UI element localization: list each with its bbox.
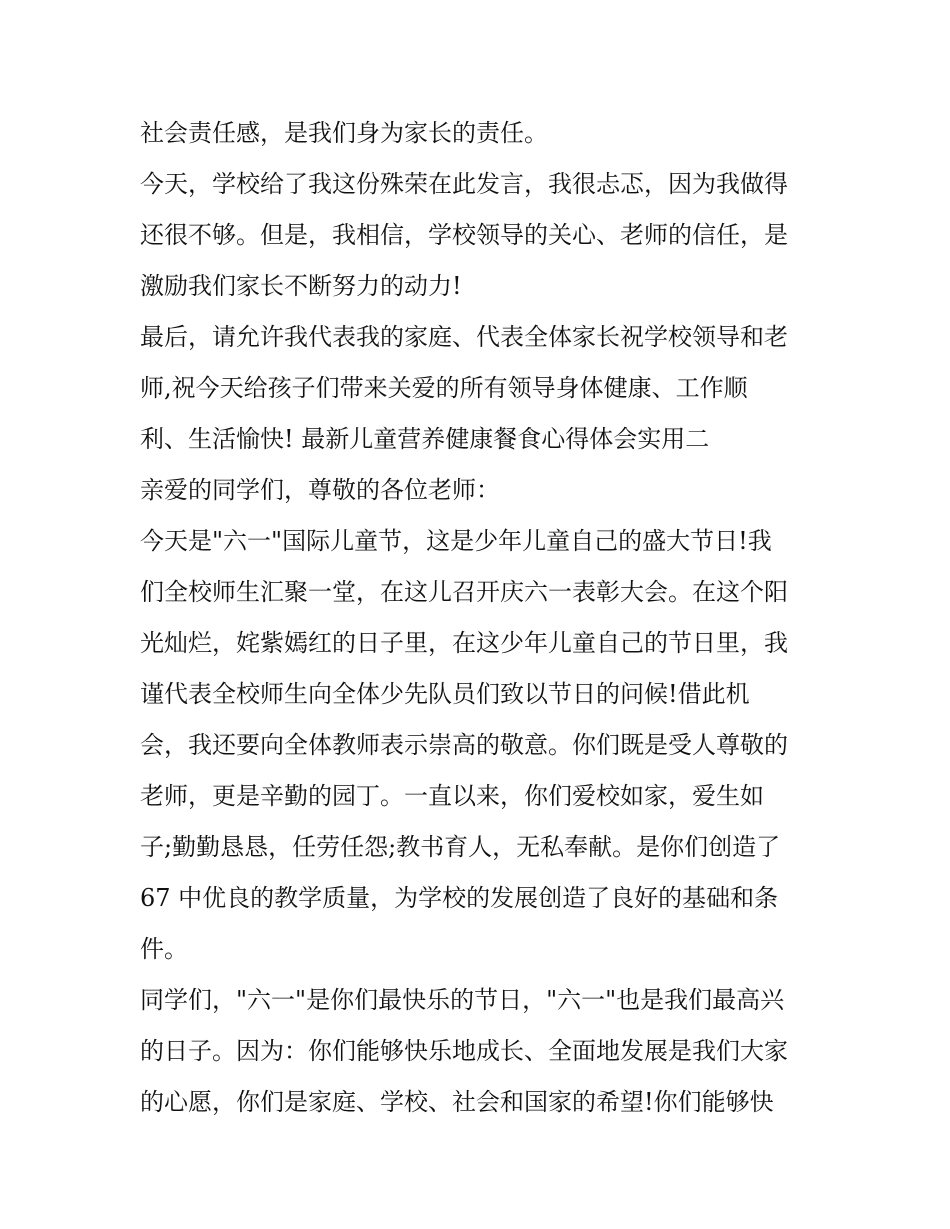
text-line: 还很不够。但是，我相信，学校领导的关心、老师的信任，是	[140, 221, 788, 249]
body-text	[140, 108, 820, 1128]
text-line: 亲爱的同学们，尊敬的各位老师：	[140, 476, 500, 504]
text-line: 今天是"六一"国际儿童节，这是少年儿童自己的盛大节日!我	[140, 527, 772, 555]
text-line: 67 中优良的教学质量，为学校的发展创造了良好的基础和条	[140, 884, 779, 912]
text-line: 子;勤勤恳恳，任劳任怨;教书育人，无私奉献。是你们创造了	[140, 833, 781, 861]
text-line: 激励我们家长不断努力的动力!	[140, 272, 462, 300]
text-line: 的日子。因为：你们能够快乐地成长、全面地发展是我们大家	[140, 1037, 788, 1065]
text-line: 师,祝今天给孩子们带来关爱的所有领导身体健康、工作顺	[140, 374, 748, 402]
text-line: 同学们，"六一"是你们最快乐的节日，"六一"也是我们最高兴	[140, 986, 785, 1014]
text-line: 最后，请允许我代表我的家庭、代表全体家长祝学校领导和老	[140, 323, 788, 351]
text-line: 利、生活愉快! 最新儿童营养健康餐食心得体会实用二	[140, 425, 710, 453]
text-line: 件。	[140, 935, 188, 963]
text-line: 们全校师生汇聚一堂，在这儿召开庆六一表彰大会。在这个阳	[140, 578, 788, 606]
text-line: 社会责任感，是我们身为家长的责任。	[140, 119, 548, 147]
text-line: 老师，更是辛勤的园丁。一直以来，你们爱校如家，爱生如	[140, 782, 764, 810]
text-line: 谨代表全校师生向全体少先队员们致以节日的问候!借此机	[140, 680, 750, 708]
text-line: 的心愿，你们是家庭、学校、社会和国家的希望!你们能够快	[140, 1088, 774, 1116]
text-line: 光灿烂，姹紫嫣红的日子里，在这少年儿童自己的节日里，我	[140, 629, 788, 657]
text-line: 今天，学校给了我这份殊荣在此发言，我很忐忑，因为我做得	[140, 170, 788, 198]
text-line: 会，我还要向全体教师表示崇高的敬意。你们既是受人尊敬的	[140, 731, 788, 759]
